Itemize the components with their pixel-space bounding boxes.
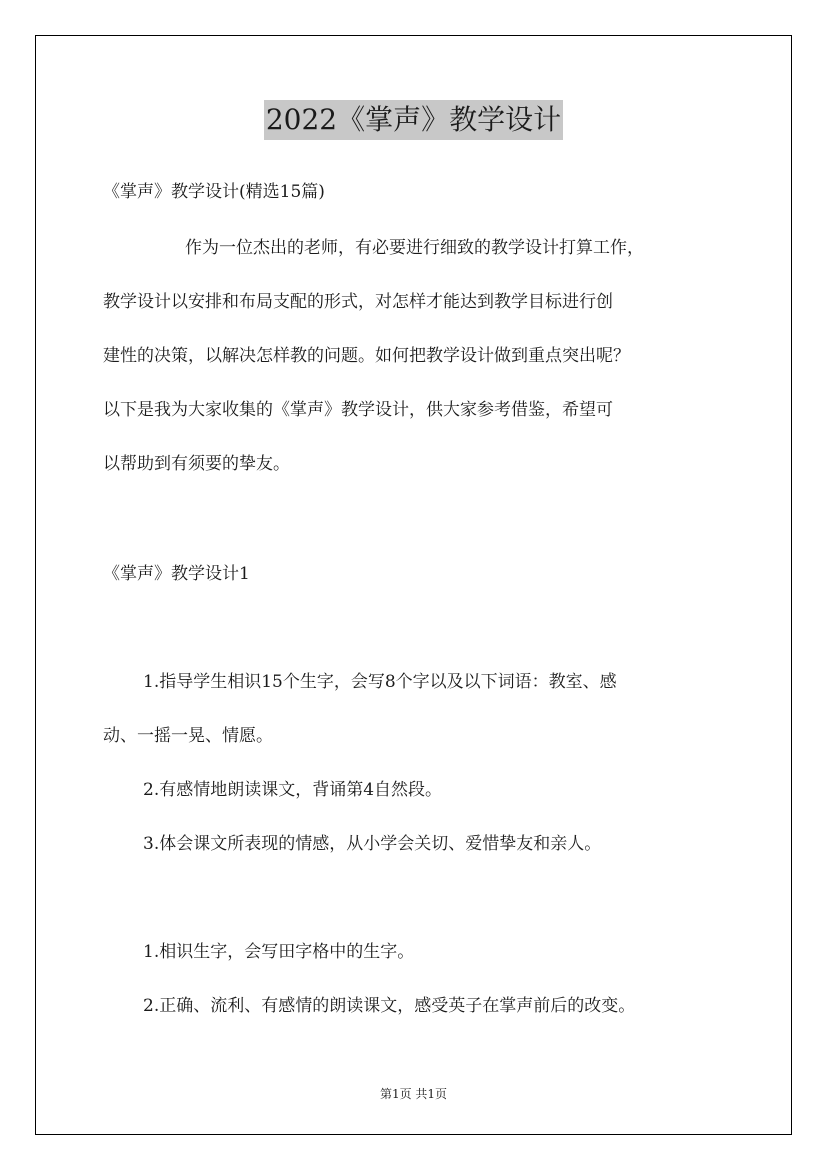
intro-line-1: 作为一位杰出的老师，有必要进行细致的教学设计打算工作， — [185, 238, 644, 258]
intro-line-4: 以下是我为大家收集的《掌声》教学设计，供大家参考借鉴，希望可 — [103, 400, 613, 420]
goal-line-1: 1.指导学生相识15个生字，会写8个字以及以下词语：教室、感 — [143, 672, 617, 692]
section-heading: 《掌声》教学设计1 — [103, 564, 250, 584]
goal-line-4: 3.体会课文所表现的情感，从小学会关切、爱惜挚友和亲人。 — [143, 834, 602, 854]
document-subtitle: 《掌声》教学设计(精选15篇) — [103, 182, 325, 202]
intro-line-5: 以帮助到有须要的挚友。 — [103, 454, 290, 474]
keypoint-line-2: 2.正确、流利、有感情的朗读课文，感受英子在掌声前后的改变。 — [143, 996, 636, 1016]
keypoint-line-1: 1.相识生字，会写田字格中的生字。 — [143, 942, 415, 962]
intro-line-2: 教学设计以安排和布局支配的形式，对怎样才能达到教学目标进行创 — [103, 292, 613, 312]
document-title: 2022《掌声》教学设计 — [264, 100, 563, 140]
goal-line-2: 动、一摇一晃、情愿。 — [103, 726, 273, 746]
page-footer: 第1页 共1页 — [379, 1087, 448, 1101]
intro-line-3: 建性的决策，以解决怎样教的问题。如何把教学设计做到重点突出呢？ — [103, 346, 630, 366]
goal-line-3: 2.有感情地朗读课文，背诵第4自然段。 — [143, 780, 443, 800]
